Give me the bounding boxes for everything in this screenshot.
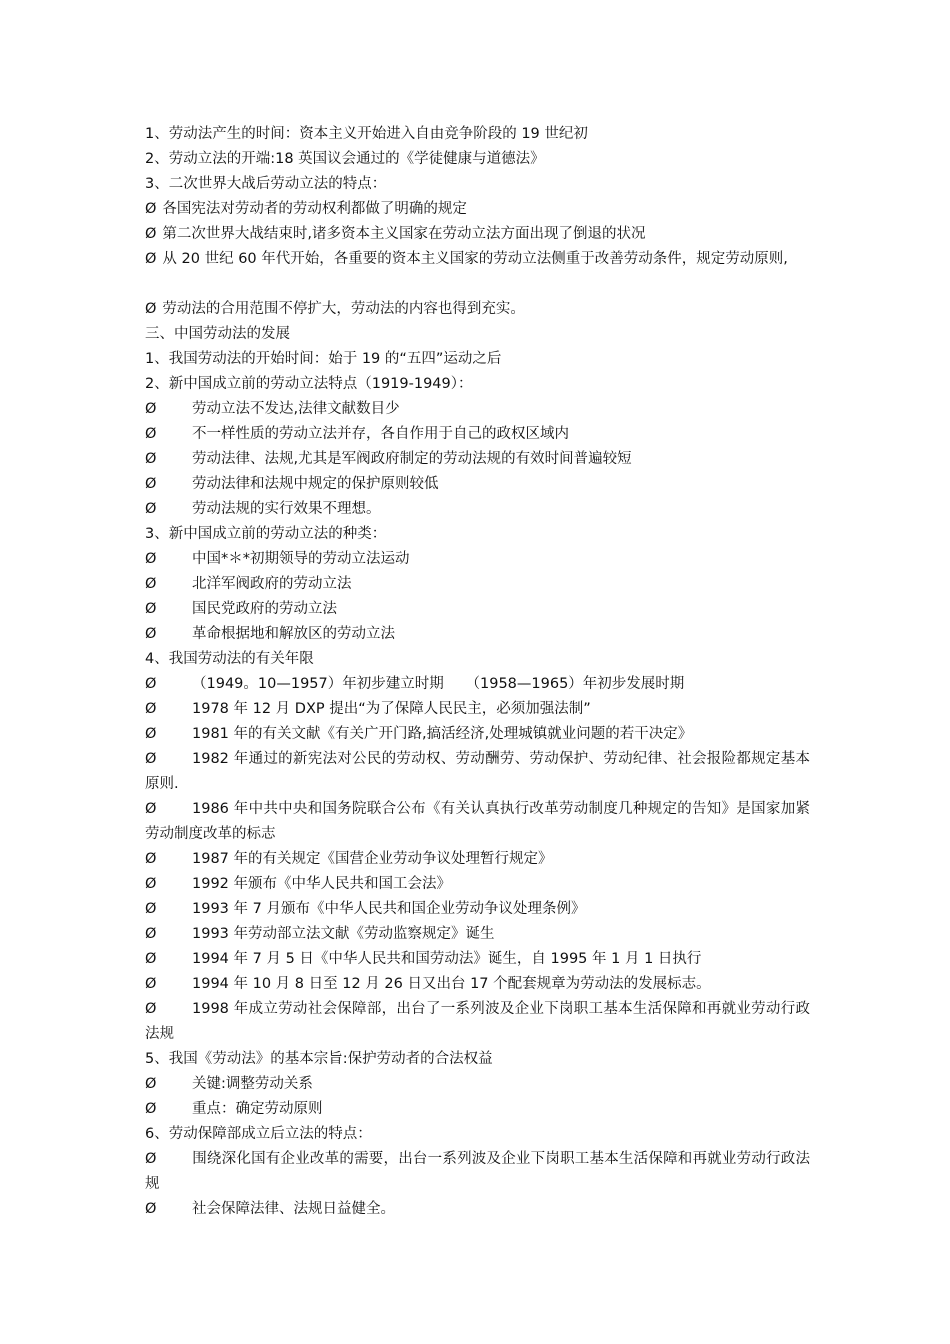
line-text: 社会保障法律、法规日益健全。 xyxy=(192,1201,395,1217)
text-line xyxy=(145,1097,810,1122)
line-text: 1987 年的有关规定《国营企业劳动争议处理暂行规定》 xyxy=(192,851,553,867)
text-line xyxy=(145,172,810,197)
text-line xyxy=(145,897,810,922)
bullet-icon: Ø xyxy=(145,701,157,717)
bullet-icon: Ø xyxy=(145,1101,157,1117)
line-text: 4、我国劳动法的有关年限 xyxy=(145,651,314,667)
bullet-icon: Ø xyxy=(145,951,157,967)
text-line xyxy=(145,372,810,397)
text-line xyxy=(145,447,810,472)
text-line xyxy=(145,347,810,372)
bullet-icon: Ø xyxy=(145,451,157,467)
line-text: 1994 年 7 月 5 日《中华人民共和国劳动法》诞生，自 1995 年 1 月 1 日执行 xyxy=(192,951,702,967)
text-line xyxy=(145,247,810,297)
line-text: 2、新中国成立前的劳动立法特点（1919-1949）： xyxy=(145,376,473,392)
line-text: 1、劳动法产生的时间：资本主义开始进入自由竞争阶段的 19 世纪初 xyxy=(145,126,588,142)
text-line xyxy=(145,322,810,347)
line-text: 1998 年成立劳动社会保障部，出台了一系列波及企业下岗职工基本生活保障和再就业劳动行政法规 xyxy=(145,1001,810,1042)
text-line xyxy=(145,1197,810,1222)
text-line xyxy=(145,472,810,497)
bullet-icon: Ø xyxy=(145,876,157,892)
document-page xyxy=(145,122,810,1222)
line-text: 6、劳动保障部成立后立法的特点： xyxy=(145,1126,372,1142)
line-text: 国民党政府的劳动立法 xyxy=(192,601,337,617)
line-text: 3、新中国成立前的劳动立法的种类： xyxy=(145,526,387,542)
text-line xyxy=(145,122,810,147)
line-text: 1986 年中共中央和国务院联合公布《有关认真执行改革劳动制度几种规定的告知》是国家加紧劳动制度改革的标志 xyxy=(145,801,810,842)
line-text: 1、我国劳动法的开始时间：始于 19 的“五四”运动之后 xyxy=(145,351,502,367)
text-line xyxy=(145,222,810,247)
text-line xyxy=(145,1072,810,1097)
text-line xyxy=(145,747,810,797)
text-line xyxy=(145,672,810,697)
line-text: 劳动法律和法规中规定的保护原则较低 xyxy=(192,476,439,492)
bullet-icon: Ø xyxy=(145,851,157,867)
line-text: 5、我国《劳动法》的基本宗旨:保护劳动者的合法权益 xyxy=(145,1051,493,1067)
line-text: 从 20 世纪 60 年代开始，各重要的资本主义国家的劳动立法侧重于改善劳动条件，规定劳动原则, xyxy=(162,251,788,267)
bullet-icon: Ø xyxy=(145,226,157,242)
text-line xyxy=(145,597,810,622)
bullet-icon: Ø xyxy=(145,501,157,517)
bullet-icon: Ø xyxy=(145,726,157,742)
bullet-icon: Ø xyxy=(145,576,157,592)
line-text: 1993 年劳动部立法文献《劳动监察规定》诞生 xyxy=(192,926,495,942)
bullet-icon: Ø xyxy=(145,1076,157,1092)
bullet-icon: Ø xyxy=(145,251,157,267)
text-line xyxy=(145,847,810,872)
text-line xyxy=(145,997,810,1047)
line-text: 三、中国劳动法的发展 xyxy=(145,326,290,342)
text-line xyxy=(145,622,810,647)
bullet-icon: Ø xyxy=(145,1201,157,1217)
line-text: 革命根据地和解放区的劳动立法 xyxy=(192,626,395,642)
bullet-icon: Ø xyxy=(145,426,157,442)
text-line xyxy=(145,872,810,897)
text-line xyxy=(145,1047,810,1072)
line-text: 1978 年 12 月 DXP 提出“为了保障人民民主，必须加强法制” xyxy=(192,701,591,717)
line-text: 1982 年通过的新宪法对公民的劳动权、劳动酬劳、劳动保护、劳动纪律、社会报险都规定基本原则. xyxy=(145,751,810,792)
text-line xyxy=(145,422,810,447)
bullet-icon: Ø xyxy=(145,976,157,992)
line-text: 1994 年 10 月 8 日至 12 月 26 日又出台 17 个配套规章为劳动法的发展标志。 xyxy=(192,976,711,992)
line-text: 3、二次世界大战后劳动立法的特点： xyxy=(145,176,387,192)
line-text: 1993 年 7 月颁布《中华人民共和国企业劳动争议处理条例》 xyxy=(192,901,586,917)
bullet-icon: Ø xyxy=(145,626,157,642)
bullet-icon: Ø xyxy=(145,926,157,942)
line-text: 围绕深化国有企业改革的需要，出台一系列波及企业下岗职工基本生活保障和再就业劳动行政法规 xyxy=(145,1151,810,1192)
line-text: 1981 年的有关文献《有关广开门路,搞活经济,处理城镇就业问题的若干决定》 xyxy=(192,726,693,742)
text-line xyxy=(145,797,810,847)
text-line xyxy=(145,922,810,947)
bullet-icon: Ø xyxy=(145,901,157,917)
bullet-icon: Ø xyxy=(145,1001,157,1017)
line-text: 北洋军阀政府的劳动立法 xyxy=(192,576,352,592)
text-line xyxy=(145,147,810,172)
bullet-icon: Ø xyxy=(145,551,157,567)
text-line xyxy=(145,1122,810,1147)
bullet-icon: Ø xyxy=(145,201,157,217)
text-line xyxy=(145,397,810,422)
line-text: 关键:调整劳动关系 xyxy=(192,1076,313,1092)
bullet-icon: Ø xyxy=(145,676,157,692)
text-line xyxy=(145,697,810,722)
line-text: 劳动立法不发达,法律文献数目少 xyxy=(192,401,400,417)
line-text: 劳动法规的实行效果不理想。 xyxy=(192,501,381,517)
bullet-icon: Ø xyxy=(145,301,157,317)
line-text: 2、劳动立法的开端:18 英国议会通过的《学徒健康与道德法》 xyxy=(145,151,545,167)
text-line xyxy=(145,197,810,222)
bullet-icon: Ø xyxy=(145,476,157,492)
line-text: 劳动法律、法规,尤其是军阀政府制定的劳动法规的有效时间普遍较短 xyxy=(192,451,632,467)
text-line xyxy=(145,297,810,322)
text-line xyxy=(145,1147,810,1197)
line-text: 劳动法的合用范围不停扩大，劳动法的内容也得到充实。 xyxy=(162,301,525,317)
bullet-icon: Ø xyxy=(145,601,157,617)
text-line xyxy=(145,497,810,522)
line-text: 中国*＊*初期领导的劳动立法运动 xyxy=(192,551,410,567)
line-text: 不一样性质的劳动立法并存，各自作用于自己的政权区域内 xyxy=(192,426,569,442)
line-text: 重点：确定劳动原则 xyxy=(192,1101,323,1117)
text-line xyxy=(145,722,810,747)
line-text: 各国宪法对劳动者的劳动权利都做了明确的规定 xyxy=(162,201,467,217)
text-line xyxy=(145,972,810,997)
text-line xyxy=(145,547,810,572)
bullet-icon: Ø xyxy=(145,1151,157,1167)
text-line xyxy=(145,647,810,672)
text-line xyxy=(145,522,810,547)
text-line xyxy=(145,572,810,597)
line-text: （1949。10—1957）年初步建立时期 （1958—1965）年初步发展时期 xyxy=(192,676,685,692)
line-text: 1992 年颁布《中华人民共和国工会法》 xyxy=(192,876,452,892)
line-text: 第二次世界大战结束时,诸多资本主义国家在劳动立法方面出现了倒退的状况 xyxy=(162,226,646,242)
bullet-icon: Ø xyxy=(145,751,157,767)
text-line xyxy=(145,947,810,972)
bullet-icon: Ø xyxy=(145,401,157,417)
bullet-icon: Ø xyxy=(145,801,157,817)
